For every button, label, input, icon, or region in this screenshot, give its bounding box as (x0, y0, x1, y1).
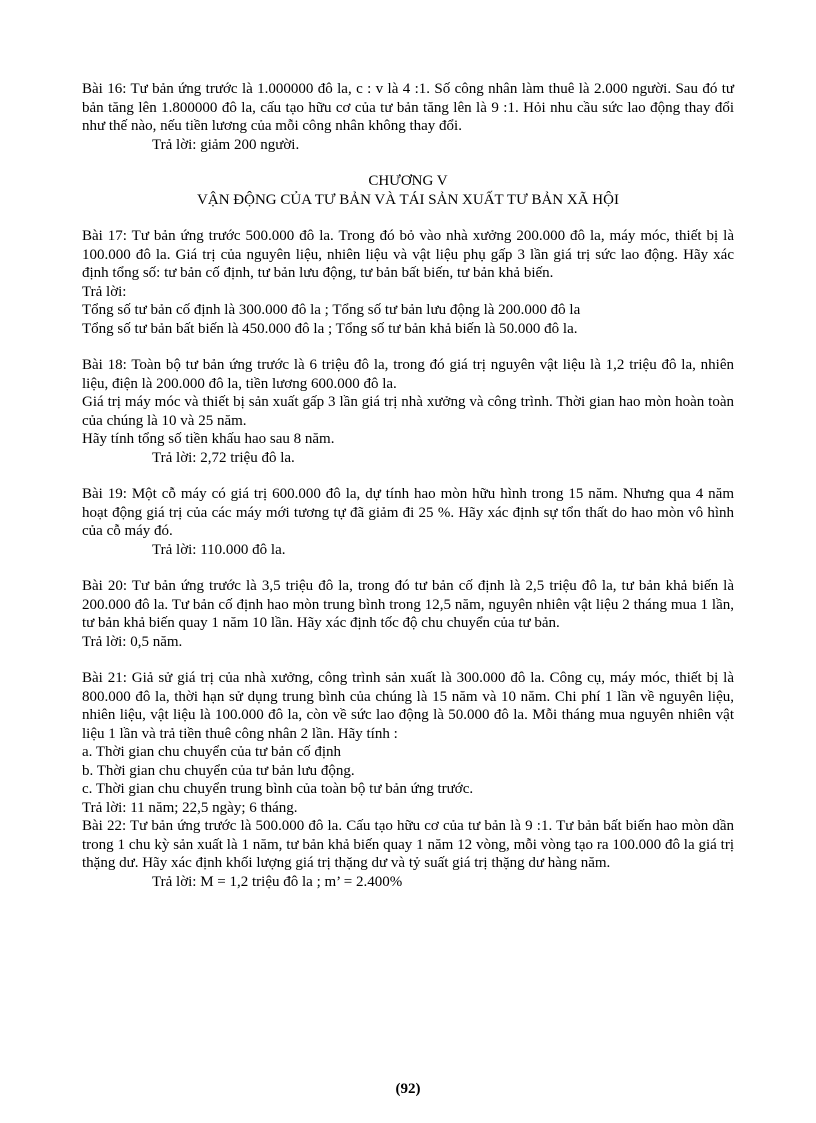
problem-18-answer: Trả lời: 2,72 triệu đô la. (152, 449, 295, 466)
problem-16-answer: Trả lời: giảm 200 người. (152, 136, 300, 153)
problem-21-item-a: a. Thời gian chu chuyển của tư bản cố định (82, 744, 342, 760)
problem-21-item-b: b. Thời gian chu chuyển của tư bản lưu động. (82, 762, 355, 779)
problem-21-text: Bài 21: Giả sử giá trị của nhà xưởng, công trình sản xuất là 300.000 đô la. Công cụ, máy móc, thiết bị là 800.000 đô la, thời hạn sử dụng trung bình của chúng là 15 năm và 10 năm. Chi phí 1 lần về nguyên liệu, nhiên liệu, vật liệu là 100.000 đô la, còn về sức lao động là 50.000 đô la. Mỗi tháng mua nguyên nhiên vật liệu 1 lần và trả tiền thuê công nhân 2 lần. Hãy tính : (82, 670, 734, 742)
problem-22-text: Bài 22: Tư bản ứng trước là 500.000 đô la. Cấu tạo hữu cơ của tư bản là 9 :1. Tư bản bất biến hao mòn dần trong 1 chu kỳ sản xuất là 1 năm, tư bản khả biến quay 1 năm 12 vòng, mỗi vòng tạo ra 100.000 đô la giá trị thặng dư. Hãy xác định khối lượng giá trị thặng dư và tỷ suất giá trị thặng dư hàng năm. (82, 818, 734, 871)
problem-17-answer-line-2: Tổng số tư bản bất biến là 450.000 đô la ; Tổng số tư bản khả biến là 50.000 đô la. (82, 320, 578, 337)
chapter-title: VẬN ĐỘNG CỦA TƯ BẢN VÀ TÁI SẢN XUẤT TƯ BẢN XÃ HỘI (197, 191, 619, 208)
problem-18-text-3: Hãy tính tổng số tiền khấu hao sau 8 năm. (82, 431, 335, 447)
chapter-number: CHƯƠNG V (368, 173, 448, 189)
problem-22-answer: Trả lời: M = 1,2 triệu đô la ; m’ = 2.400% (152, 873, 403, 890)
problem-17-answer-line-1: Tổng số tư bản cố định là 300.000 đô la ; Tổng số tư bản lưu động là 200.000 đô la (82, 302, 581, 318)
problem-21-answer: Trả lời: 11 năm; 22,5 ngày; 6 tháng. (82, 799, 298, 816)
problem-20-answer: Trả lời: 0,5 năm. (82, 633, 183, 650)
problem-19-answer: Trả lời: 110.000 đô la. (152, 541, 286, 558)
problem-21-item-c: c. Thời gian chu chuyển trung bình của toàn bộ tư bản ứng trước. (82, 781, 474, 797)
problem-17-answer-label: Trả lời: (82, 283, 127, 300)
problem-16-text: Bài 16: Tư bản ứng trước là 1.000000 đô la, c : v là 4 :1. Số công nhân làm thuê là 2.000 người. Sau đó tư bản tăng lên 1.800000 đô la, cấu tạo hữu cơ của tư bản tăng lên là 9 :1. Hỏi nhu cầu sức lao động thay đổi như thế nào, nếu tiền lương của mỗi công nhân không thay đổi. (82, 81, 734, 134)
problem-18-text-1: Bài 18: Toàn bộ tư bản ứng trước là 6 triệu đô la, trong đó giá trị nguyên vật liệu là 1,2 triệu đô la, nhiên liệu, điện là 200.000 đô la, tiền lương 600.000 đô la. (82, 357, 734, 392)
problem-19-text: Bài 19: Một cỗ máy có giá trị 600.000 đô la, dự tính hao mòn hữu hình trong 15 năm. Nhưng qua 4 năm hoạt động giá trị của các máy mới tương tự đã giảm đi 25 %. Hãy xác định sự tổn thất do hao mòn vô hình của cỗ máy đó. (82, 486, 734, 539)
problem-17-text: Bài 17: Tư bản ứng trước 500.000 đô la. Trong đó bỏ vào nhà xưởng 200.000 đô la, máy móc, thiết bị là 100.000 đô la. Giá trị của nguyên liệu, nhiên liệu và vật liệu phụ gấp 3 lần giá trị sức lao động. Hãy xác định tổng số: tư bản cố định, tư bản lưu động, tư bản bất biến, tư bản khả biến. (82, 228, 734, 281)
document-page (82, 80, 734, 891)
problem-20-text: Bài 20: Tư bản ứng trước là 3,5 triệu đô la, trong đó tư bản cố định là 2,5 triệu đô la, tư bản khả biến là 200.000 đô la. Tư bản cố định hao mòn trung bình trong 12,5 năm, nguyên nhiên vật liệu 2 tháng mua 1 lần, tư bản khả biến quay 1 năm 10 lần. Hãy xác định tốc độ chu chuyển của tư bản. (82, 578, 734, 631)
page-number: (92) (395, 1081, 421, 1097)
problem-18-text-2: Giá trị máy móc và thiết bị sản xuất gấp 3 lần giá trị nhà xưởng và công trình. Thời gian hao mòn hoàn toàn của chúng là 10 và 25 năm. (82, 394, 734, 429)
